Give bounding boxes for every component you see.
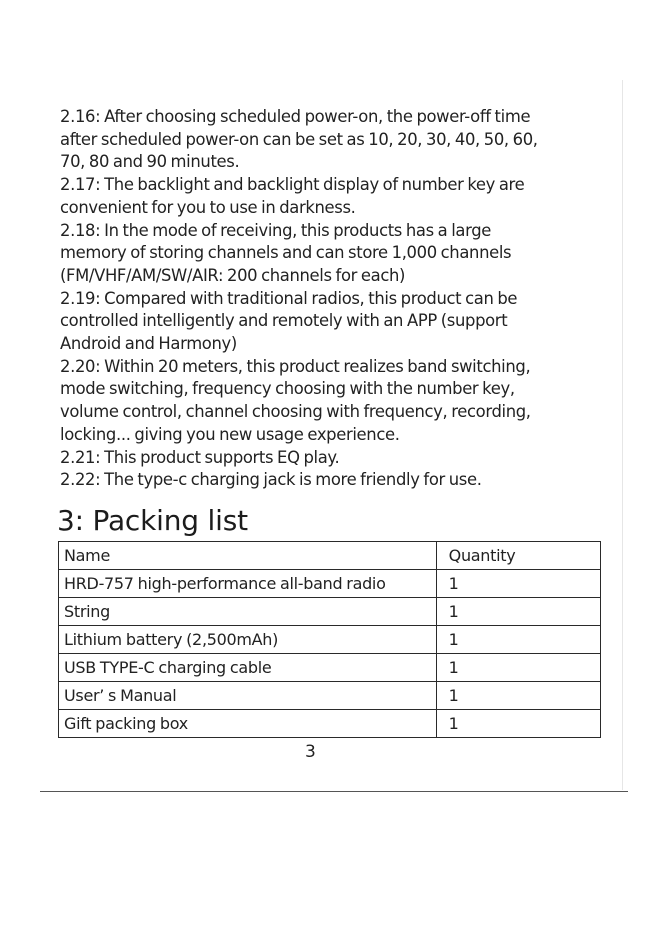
packing-list-table (58, 541, 601, 738)
table-row (59, 598, 601, 626)
page-number: 3 (305, 742, 316, 762)
table-header-row (59, 542, 601, 570)
item-name-cell: String (59, 598, 437, 626)
section-heading: 3: Packing list (57, 504, 248, 537)
page-bottom-divider (40, 791, 628, 792)
text-line: Android and Harmony) (60, 334, 237, 354)
feature-item-2-22 (60, 469, 600, 492)
text-line: volume control, channel choosing with frequency, recording, (60, 402, 531, 422)
item-name-cell: Lithium battery (2,500mAh) (59, 626, 437, 654)
item-quantity-cell: 1 (436, 682, 600, 710)
text-line: convenient for you to use in darkness. (60, 197, 356, 217)
item-quantity-cell: 1 (436, 710, 600, 738)
feature-item-2-17 (60, 174, 600, 219)
column-header-name: Name (59, 542, 437, 570)
text-line: memory of storing channels and can store 1,000 channels (60, 243, 512, 263)
table-row (59, 570, 601, 598)
feature-item-2-19 (60, 288, 600, 356)
text-line: (FM/VHF/AM/SW/AIR: 200 channels for each) (60, 265, 406, 285)
feature-item-2-20 (60, 356, 600, 447)
text-line: locking... giving you new usage experience. (60, 424, 400, 444)
text-line: mode switching, frequency choosing with the number key, (60, 379, 515, 399)
column-header-quantity: Quantity (436, 542, 600, 570)
text-line: 70, 80 and 90 minutes. (60, 152, 240, 172)
page-edge-shadow (622, 80, 623, 790)
item-name-cell: Gift packing box (59, 710, 437, 738)
text-line: 2.19: Compared with traditional radios, this product can be (60, 288, 518, 308)
item-name-cell: USB TYPE-C charging cable (59, 654, 437, 682)
text-line: 2.18: In the mode of receiving, this products has a large (60, 220, 491, 240)
item-name-cell: HRD-757 high-performance all-band radio (59, 570, 437, 598)
text-line: 2.21: This product supports EQ play. (60, 447, 340, 467)
text-line: 2.16: After choosing scheduled power-on, the power-off time (60, 107, 531, 126)
text-line: 2.22: The type-c charging jack is more friendly for use. (60, 470, 482, 490)
feature-list (60, 106, 600, 492)
item-name-cell: User’ s Manual (59, 682, 437, 710)
text-line: controlled intelligently and remotely with an APP (support (60, 311, 508, 331)
text-line: 2.17: The backlight and backlight display of number key are (60, 175, 525, 195)
item-quantity-cell: 1 (436, 598, 600, 626)
text-line: after scheduled power-on can be set as 10, 20, 30, 40, 50, 60, (60, 129, 538, 149)
table-row (59, 626, 601, 654)
item-quantity-cell: 1 (436, 570, 600, 598)
table-row (59, 682, 601, 710)
table-row (59, 710, 601, 738)
table-row (59, 654, 601, 682)
item-quantity-cell: 1 (436, 654, 600, 682)
text-line: 2.20: Within 20 meters, this product realizes band switching, (60, 356, 531, 376)
feature-item-2-18 (60, 220, 600, 288)
feature-item-2-16 (60, 106, 600, 174)
item-quantity-cell: 1 (436, 626, 600, 654)
feature-item-2-21 (60, 447, 600, 470)
